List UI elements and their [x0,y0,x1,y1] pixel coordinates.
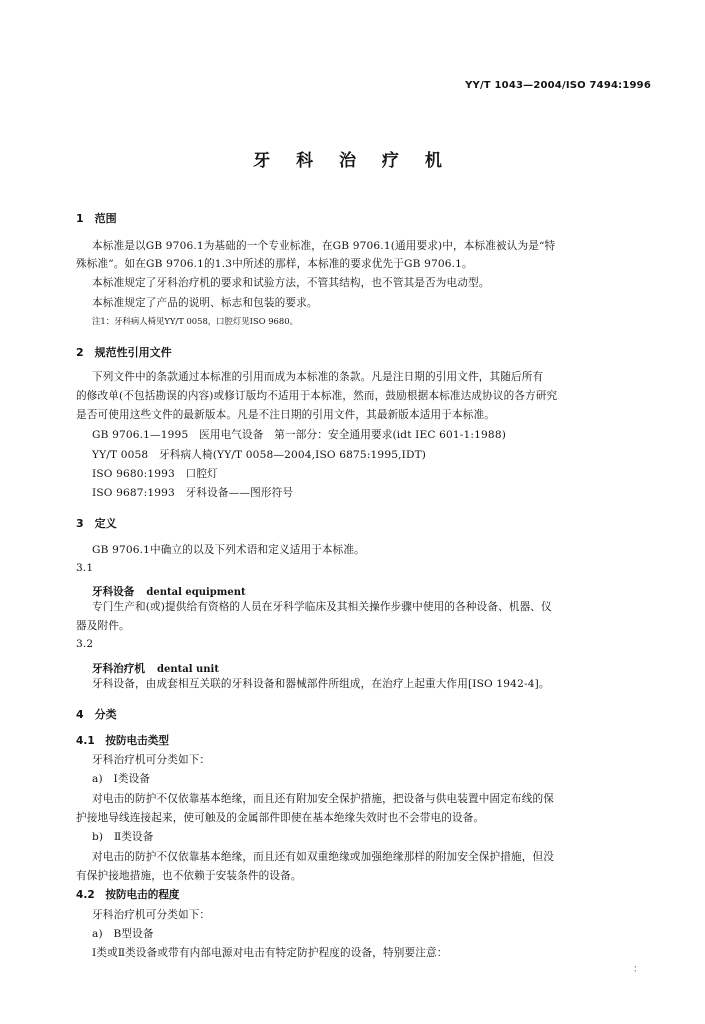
definition-term [92,657,219,676]
section-1-note: 注1：牙科病人椅见YY/T 0058，口腔灯见ISO 9680。 [92,316,298,326]
definition-text: 牙科设备，由成套相互关联的牙科设备和器械部件所组成，在治疗上起重大作用[ISO 1942-4]。 [92,678,550,690]
reference-item: ISO 9680:1993 口腔灯 [92,468,218,480]
reference-item: GB 9706.1—1995 医用电气设备 第一部分：安全通用要求(idt IEC 601-1:1988) [92,429,506,441]
section-3-heading: 3 定义 [76,517,117,530]
section-1-para-3: 本标准规定了产品的说明、标志和包装的要求。 [92,297,318,309]
section-2-para-1a: 下列文件中的条款通过本标准的引用而成为本标准的条款。凡是注日期的引用文件，其随后所有 [92,371,544,383]
subsection-4-1-intro: 牙科治疗机可分类如下： [92,754,211,766]
definition-term-zh: 牙科治疗机 [92,663,145,675]
subsection-4-1-heading: 4.1 按防电击类型 [76,735,169,747]
document-title: 牙 科 治 疗 机 [253,151,452,171]
section-1-heading: 1 范围 [76,212,117,225]
list-item-a: a) Ⅰ类设备 [92,773,151,785]
list-item-a2: a) B型设备 [92,928,154,940]
page-mark: ： [633,964,643,975]
definition-term-en: dental equipment [146,587,246,598]
definition-text-b: 器及附件。 [76,620,130,632]
section-1-para-1a: 本标准是以GB 9706.1为基础的一个专业标准，在GB 9706.1(通用要求)中，本标准被认为是“特 [92,240,556,252]
list-item-a-text-a: 对电击的防护不仅依靠基本绝缘，而且还有附加安全保护措施，把设备与供电装置中固定布线的保 [92,793,554,805]
standard-number: YY/T 1043—2004/ISO 7494:1996 [465,80,651,91]
reference-item: YY/T 0058 牙科病人椅(YY/T 0058—2004,ISO 6875:1995,IDT) [92,449,427,461]
list-item-b: b) Ⅱ类设备 [92,831,154,843]
definition-term-zh: 牙科设备 [92,586,135,598]
section-2-para-1b: 的修改单(不包括勘误的内容)或修订版均不适用于本标准，然而，鼓励根据本标准达成协议的各方研究 [76,390,558,402]
definition-number: 3.2 [76,638,94,650]
subsection-4-2-intro: 牙科治疗机可分类如下： [92,909,211,921]
subsection-4-2-heading: 4.2 按防电击的程度 [76,889,180,901]
definition-text-a: 专门生产和(或)提供给有资格的人员在牙科学临床及其相关操作步骤中使用的各种设备、机器、仪 [92,601,552,613]
section-3-para-1: GB 9706.1中确立的以及下列术语和定义适用于本标准。 [92,544,365,556]
definition-number: 3.1 [76,562,94,574]
reference-item: ISO 9687:1993 牙科设备——图形符号 [92,487,294,499]
definition-term-en: dental unit [156,664,219,675]
list-item-a-text-b: 护接地导线连接起来，使可触及的金属部件即使在基本绝缘失效时也不会带电的设备。 [76,812,485,824]
section-4-heading: 4 分类 [76,708,117,721]
definition-term [92,580,246,599]
section-1-para-1b: 殊标准”。如在GB 9706.1的1.3中所述的那样，本标准的要求优先于GB 9706.1。 [76,258,473,270]
section-1-para-2: 本标准规定了牙科治疗机的要求和试验方法，不管其结构，也不管其是否为电动型。 [92,277,490,289]
section-2-heading: 2 规范性引用文件 [76,346,172,359]
list-item-b-text-b: 有保护接地措施，也不依赖于安装条件的设备。 [76,870,302,882]
list-item-a2-text: Ⅰ类或Ⅱ类设备或带有内部电源对电击有特定防护程度的设备，特别要注意： [92,947,448,959]
section-2-para-1c: 是否可使用这些文件的最新版本。凡是不注日期的引用文件，其最新版本适用于本标准。 [76,409,496,421]
list-item-b-text-a: 对电击的防护不仅依靠基本绝缘，而且还有如双重绝缘或加强绝缘那样的附加安全保护措施，但没 [92,851,554,863]
